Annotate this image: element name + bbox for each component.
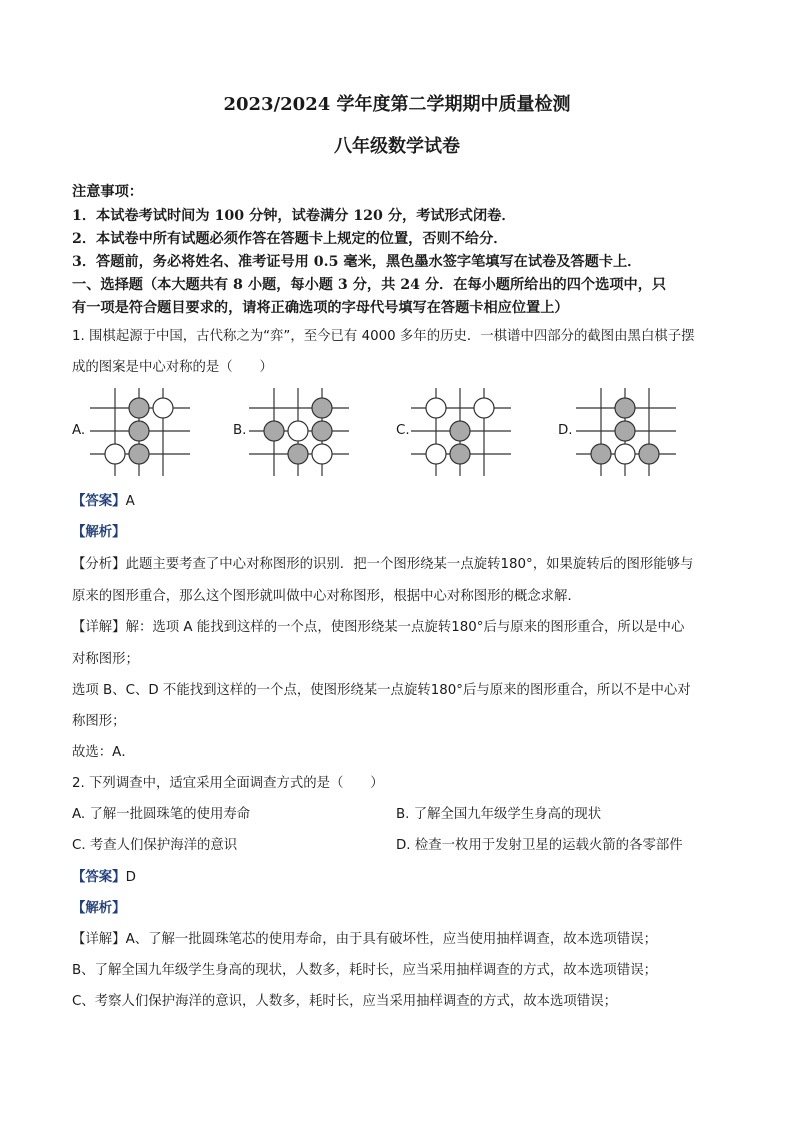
q2-answer-value: D [125,870,136,885]
q1-detail-line4: 称图形； [72,714,126,729]
notice-item-3: 3．答题前，务必将姓名、准考证号用 0.5 毫米，黑色墨水签字笔填写在试卷及答题卡上． [72,254,642,270]
q2-analysis-tag [72,897,126,916]
q2-answer [72,866,136,885]
notice-heading: 注意事项： [72,184,143,200]
detail-tag: 【详解】 [72,620,126,635]
answer-tag: 【答案】 [72,494,126,509]
section-heading-line1: 一、选择题（本大题共有 8 小题，每小题 3 分，共 24 分．在每小题所给出的四个选项中，只 [72,277,667,293]
q1-option-d-label: D. [558,423,573,438]
exam-subtitle: 八年级数学试卷 [334,136,460,157]
q1-stem-line2: 成的图案是中心对称的是（ ） [72,360,273,375]
fenxi-tag: 【分析】 [72,557,126,572]
q1-detail-line1 [72,616,684,635]
q1-option-b-label: B. [233,423,247,438]
notice-item-2: 2．本试卷中所有试题必须作答在答题卡上规定的位置，否则不给分． [72,231,508,247]
q1-option-a-diagram [90,388,190,476]
analysis-tag: 【解析】 [72,525,126,540]
q2-option-c: C. 考查人们保护海洋的意识 [72,838,238,853]
q2-stem: 2. 下列调查中，适宜采用全面调查方式的是（ ） [72,776,384,791]
q2-option-d: D. 检查一枚用于发射卫星的运载火箭的各零部件 [396,838,683,853]
detail-tag: 【详解】 [72,932,126,947]
fenxi-text: 此题主要考查了中心对称图形的识别．把一个图形绕某一点旋转180°，如果旋转后的图形能够与 [125,557,694,572]
q1-option-c-label: C. [396,423,410,438]
q1-option-a-label: A. [72,423,86,438]
q1-detail-line3: 选项 B、C、D 不能找到这样的一个点，使图形绕某一点旋转180°后与原来的图形重合，所以不是中心对 [72,683,691,698]
q1-fenxi-line2: 原来的图形重合，那么这个图形就叫做中心对称图形，根据中心对称图形的概念求解． [72,589,581,604]
q1-option-d-diagram [576,388,676,476]
q1-fenxi-line1 [72,553,693,572]
answer-tag: 【答案】 [72,870,126,885]
q1-detail-line5: 故选：A． [72,745,135,760]
q1-answer-value: A [125,494,135,509]
q1-stem-line1: 1. 围棋起源于中国，古代称之为“弈”，至今已有 4000 多年的历史．一棋谱中四部分的截图由黑白棋子摆 [72,329,695,344]
q1-option-c-diagram [411,388,511,476]
q1-answer [72,490,135,509]
q1-option-b-diagram [249,388,349,476]
q1-detail-line2: 对称图形； [72,652,139,667]
detail-text: 解：选项 A 能找到这样的一个点，使图形绕某一点旋转180°后与原来的图形重合，所以是中心 [125,620,685,635]
q2-detail-line1 [72,928,657,947]
q2-detail-line3: C、考察人们保护海洋的意识，人数多，耗时长，应当采用抽样调查的方式，故本选项错误； [72,994,617,1009]
section-heading-line2: 有一项是符合题目要求的，请将正确选项的字母代号填写在答题卡相应位置上） [72,300,569,316]
exam-title: 2023/2024 学年度第二学期期中质量检测 [223,94,571,115]
analysis-tag: 【解析】 [72,901,126,916]
q2-detail-line2: B、了解全国九年级学生身高的现状，人数多，耗时长，应当采用抽样调查的方式，故本选项错误； [72,963,657,978]
q2-option-b: B. 了解全国九年级学生身高的现状 [396,807,602,822]
q2-option-a: A. 了解一批圆珠笔的使用寿命 [72,807,251,822]
notice-item-1: 1．本试卷考试时间为 100 分钟，试卷满分 120 分，考试形式闭卷． [72,208,516,224]
q1-analysis-tag [72,521,126,540]
detail-text: A、了解一批圆珠笔芯的使用寿命，由于具有破坏性，应当使用抽样调查，故本选项错误； [125,932,657,947]
